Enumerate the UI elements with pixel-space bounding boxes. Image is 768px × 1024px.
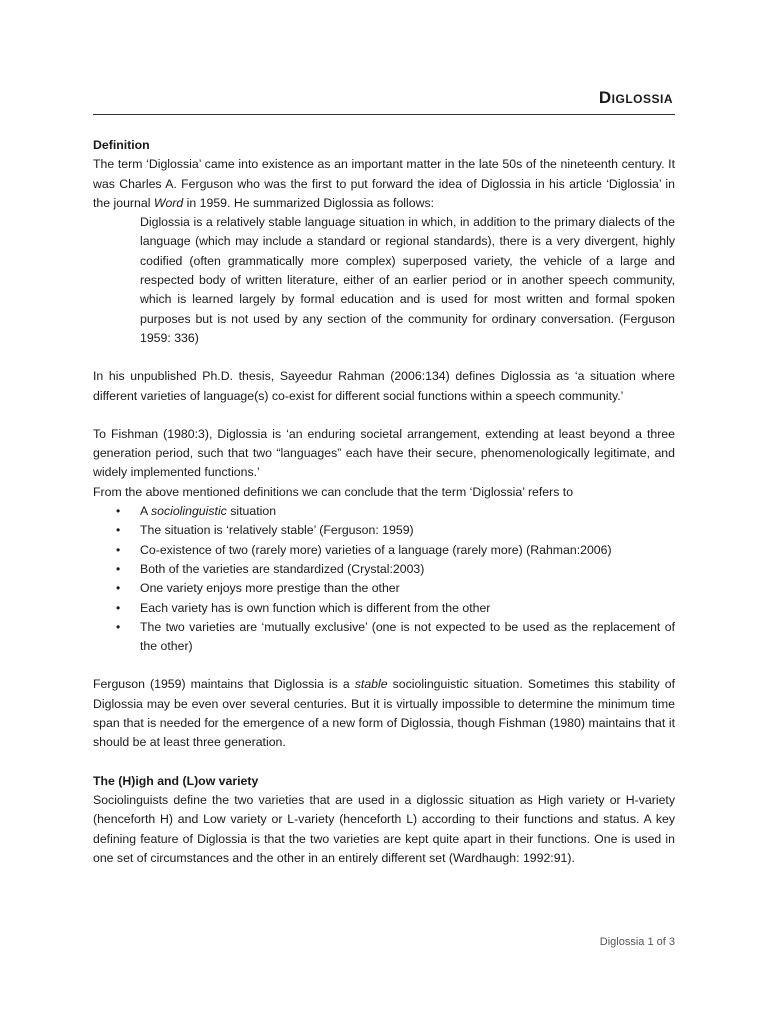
list-item: • Each variety has is own function which is different from the other — [93, 599, 675, 618]
definition-intro — [93, 155, 675, 213]
high-low-heading: The (H)igh and (L)ow variety — [93, 773, 259, 788]
ferguson-quote: Diglossia is a relatively stable language situation in which, in addition to the primary dialects of the language (which may include a standard or regional standards), there is a very divergent, highly codified (often grammatically more complex) superposed variety, the vehicle of a large and respected body of written literature, either of an earlier period or in another speech community, which is learned largely by formal education and is used for most written and formal spoken purposes but is not used by any section of the community for ordinary conversation. (Ferguson 1959: 336) — [140, 215, 675, 345]
document-body — [93, 136, 675, 868]
conclusion-line: From the above mentioned definitions we can conclude that the term ‘Diglossia’ refers to — [93, 484, 574, 499]
list-item: • The two varieties are ‘mutually exclusive’ (one is not expected to be used as the replacement of the other) — [93, 618, 675, 657]
fishman-paragraph: To Fishman (1980:3), Diglossia is ‘an enduring societal arrangement, extending at least beyond a three generation period, such that two “languages” each have their secure, phenomenologically legitimate, and widely implemented functions.’ — [93, 426, 675, 480]
journal-name: Word — [153, 195, 184, 210]
intro-text: The term ‘Diglossia’ came into existence as an important matter in the late 50s of the nineteenth century. It was Charles A. Ferguson who was the first to put forward the idea of Diglossia in his article ‘Diglossia’ in the journal — [93, 157, 675, 210]
list-item: • Co-existence of two (rarely more) varieties of a language (rarely more) (Rahman:2006) — [93, 541, 675, 560]
title-rule — [93, 88, 675, 115]
list-item: • One variety enjoys more prestige than the other — [93, 579, 675, 598]
list-item: • The situation is ‘relatively stable’ (Ferguson: 1959) — [93, 521, 675, 540]
page-footer: Diglossia 1 of 3 — [599, 936, 675, 948]
stability-paragraph: Ferguson (1959) maintains that Diglossia is a stable sociolinguistic situation. Sometimes this stability of Diglossia may be even over several centuries. But it is virtually impossible to determine the minimum time span that is needed for the emergence of a new form of Diglossia, though Fishman (1980) maintains that it should be at least three generation. — [93, 677, 675, 750]
page-title: Diglossia — [598, 88, 673, 107]
high-low-paragraph: Sociolinguists define the two varieties that are used in a diglossic situation as High variety or H-variety (henceforth H) and Low variety or L-variety (henceforth L) according to their functions and status. A key defining feature of Diglossia is that the two varieties are kept quite apart in their functions. One is used in one set of circumstances and the other in an entirely different set (Wardhaugh: 1992:91). — [93, 792, 675, 865]
rahman-paragraph: In his unpublished Ph.D. thesis, Sayeedur Rahman (2006:134) defines Diglossia as ‘a situation where different varieties of language(s) co-exist for different social functions within a speech community.’ — [93, 369, 675, 403]
definition-list — [93, 502, 675, 656]
list-item: • Both of the varieties are standardized (Crystal:2003) — [93, 560, 675, 579]
definition-heading: Definition — [93, 138, 150, 152]
list-item: • A sociolinguistic situation — [93, 502, 675, 521]
intro-text-end: in 1959. He summarized Diglossia as follows: — [183, 195, 435, 210]
